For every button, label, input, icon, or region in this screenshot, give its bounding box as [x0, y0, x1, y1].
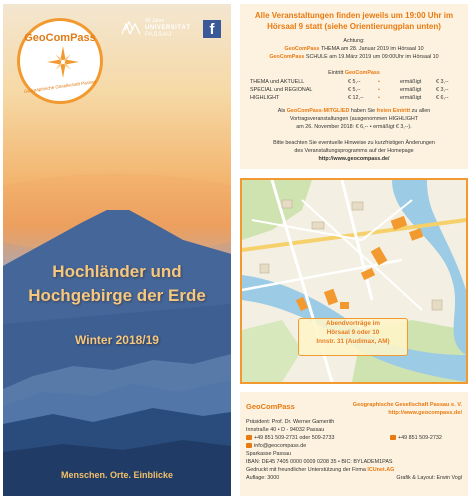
fax-icon: [390, 435, 396, 440]
member-mid: haben Sie: [349, 108, 377, 114]
facebook-icon[interactable]: f: [203, 20, 221, 38]
member-line2: Vortragsveranstaltungen (ausgenommen HIGHLIGHT: [289, 116, 419, 122]
fee-bullet: •: [378, 87, 380, 93]
eintritt-prefix: Eintritt: [328, 70, 345, 76]
fee-bullet: •: [378, 79, 380, 85]
iban-line: IBAN: DE45 7405 0000 0009 0208 35 • BIC: BYLADEM1PAS: [246, 459, 393, 465]
cover-title: [3, 260, 231, 308]
fee-label: HIGHLIGHT: [250, 95, 280, 101]
fee-reduced-price: € 6,--: [436, 95, 449, 101]
fee-reduced-label: ermäßigt: [400, 79, 422, 85]
cover-tagline: Menschen. Orte. Einblicke: [60, 470, 174, 480]
cover-title-line1: Hochländer und: [52, 262, 182, 281]
contact-panel: [240, 392, 468, 496]
map-location-note: [298, 318, 408, 356]
design-credit: Grafik & Layout: Erwin Vogl: [396, 475, 462, 481]
president-line: Präsident: Prof. Dr. Werner Gamerith: [246, 419, 335, 425]
info-panel: [240, 4, 468, 169]
cover-title-line2: Hochgebirge der Erde: [28, 286, 206, 305]
fee-row: [250, 79, 460, 87]
edition-line: Auflage: 3000: [246, 475, 280, 481]
fee-label: SPECIAL und REGIONAL: [250, 87, 313, 93]
member-line1: [240, 108, 468, 114]
society-name: Geographische Gesellschaft Passau e. V.: [352, 402, 462, 408]
member-free: freien Eintritt: [376, 108, 411, 114]
printed-prefix: Gedruckt mit freundlicher Unterstützung der Firma: [246, 467, 368, 473]
thema-notice: [240, 46, 468, 52]
university-emblem-icon: [121, 20, 141, 36]
fax-line: [390, 435, 442, 441]
university-city: PASSAU: [145, 32, 172, 38]
fee-reduced-price: € 3,--: [436, 79, 449, 85]
printed-line: [246, 467, 394, 473]
fee-row: [250, 95, 460, 103]
schule-notice: [240, 54, 468, 60]
notice-line2: des Veranstaltungsprogramms auf der Homepage: [294, 148, 414, 154]
fee-label: THEMA und AKTUELL: [250, 79, 305, 85]
printed-company: ICUnet.AG: [367, 467, 395, 473]
thema-brand: GeoComPass: [284, 46, 320, 52]
email-line[interactable]: [246, 443, 306, 449]
orientation-map-panel: [240, 178, 468, 384]
fee-reduced-label: ermäßigt: [400, 95, 422, 101]
university-anniversary: 40 Jahre: [145, 18, 165, 24]
email-icon: [246, 443, 252, 448]
info-headline: [244, 10, 464, 32]
map-note-line3: Innstr. 31 (Audimax, AM): [316, 338, 390, 345]
email-address[interactable]: info@geocompass.de: [254, 443, 307, 449]
map-note-line2: Hörsaal 9 oder 10: [326, 329, 380, 336]
fee-reduced-label: ermäßigt: [400, 87, 422, 93]
phone-icon: [246, 435, 252, 440]
fee-bullet: •: [378, 95, 380, 101]
cover-panel: [3, 4, 231, 496]
cover-season: Winter 2018/19: [75, 333, 159, 347]
university-logo[interactable]: [121, 18, 191, 40]
fee-row: [250, 87, 460, 95]
phone-line: [246, 435, 334, 441]
info-headline-line2: Hörsaal 9 statt (siehe Orientierungplan unten): [267, 22, 441, 31]
homepage-link[interactable]: http://www.geocompass.de/: [318, 156, 390, 162]
fee-price: € 5,--: [348, 79, 361, 85]
thema-text: THEMA am 28. Januar 2019 im Hörsaal 10: [319, 46, 424, 52]
fee-price: € 12,--: [348, 95, 364, 101]
bank-line: Sparkasse Passau: [246, 451, 291, 457]
eintritt-heading: [240, 70, 468, 76]
address-line: Innstraße 40 • D - 94032 Passau: [246, 427, 325, 433]
notice-line1: Bitte beachten Sie eventuelle Hinweise zu kurzfristigen Änderungen: [273, 140, 435, 146]
fee-reduced-price: € 3,--: [436, 87, 449, 93]
achtung-label: Achtung:: [343, 38, 365, 44]
logo-subtitle: Geographische Gesellschaft Passau: [23, 78, 97, 95]
map-note-line1: Abendvorträge im: [326, 320, 380, 327]
society-url-link[interactable]: http://www.geocompass.de/: [388, 410, 462, 416]
member-line3: am 26. November 2018: € 6,-- • ermäßigt € 3,--).: [296, 124, 412, 130]
fee-price: € 5,--: [348, 87, 361, 93]
phone-number: +49 851 509-2731 oder 509-2733: [254, 435, 335, 441]
schule-text: SCHULE am 19.März 2019 um 09:00Uhr im Hörsaal 10: [304, 54, 439, 60]
university-name: UNIVERSITÄT: [145, 25, 191, 31]
info-headline-line1: Alle Veranstaltungen finden jeweils um 19:00 Uhr im: [254, 11, 454, 20]
eintritt-brand: GeoComPass: [344, 70, 380, 76]
schule-brand: GeoComPass: [269, 54, 305, 60]
member-prefix: Als: [277, 108, 287, 114]
member-suffix: zu allen: [410, 108, 431, 114]
fax-number: +49 851 509-2732: [398, 435, 442, 441]
logo-brand-text: GeoComPass: [24, 32, 96, 44]
compass-star-icon: [46, 45, 80, 79]
contact-brand: GeoComPass: [246, 402, 295, 411]
member-brand: GeoComPass-MITGLIED: [286, 108, 350, 114]
geocompass-logo[interactable]: [17, 18, 103, 104]
